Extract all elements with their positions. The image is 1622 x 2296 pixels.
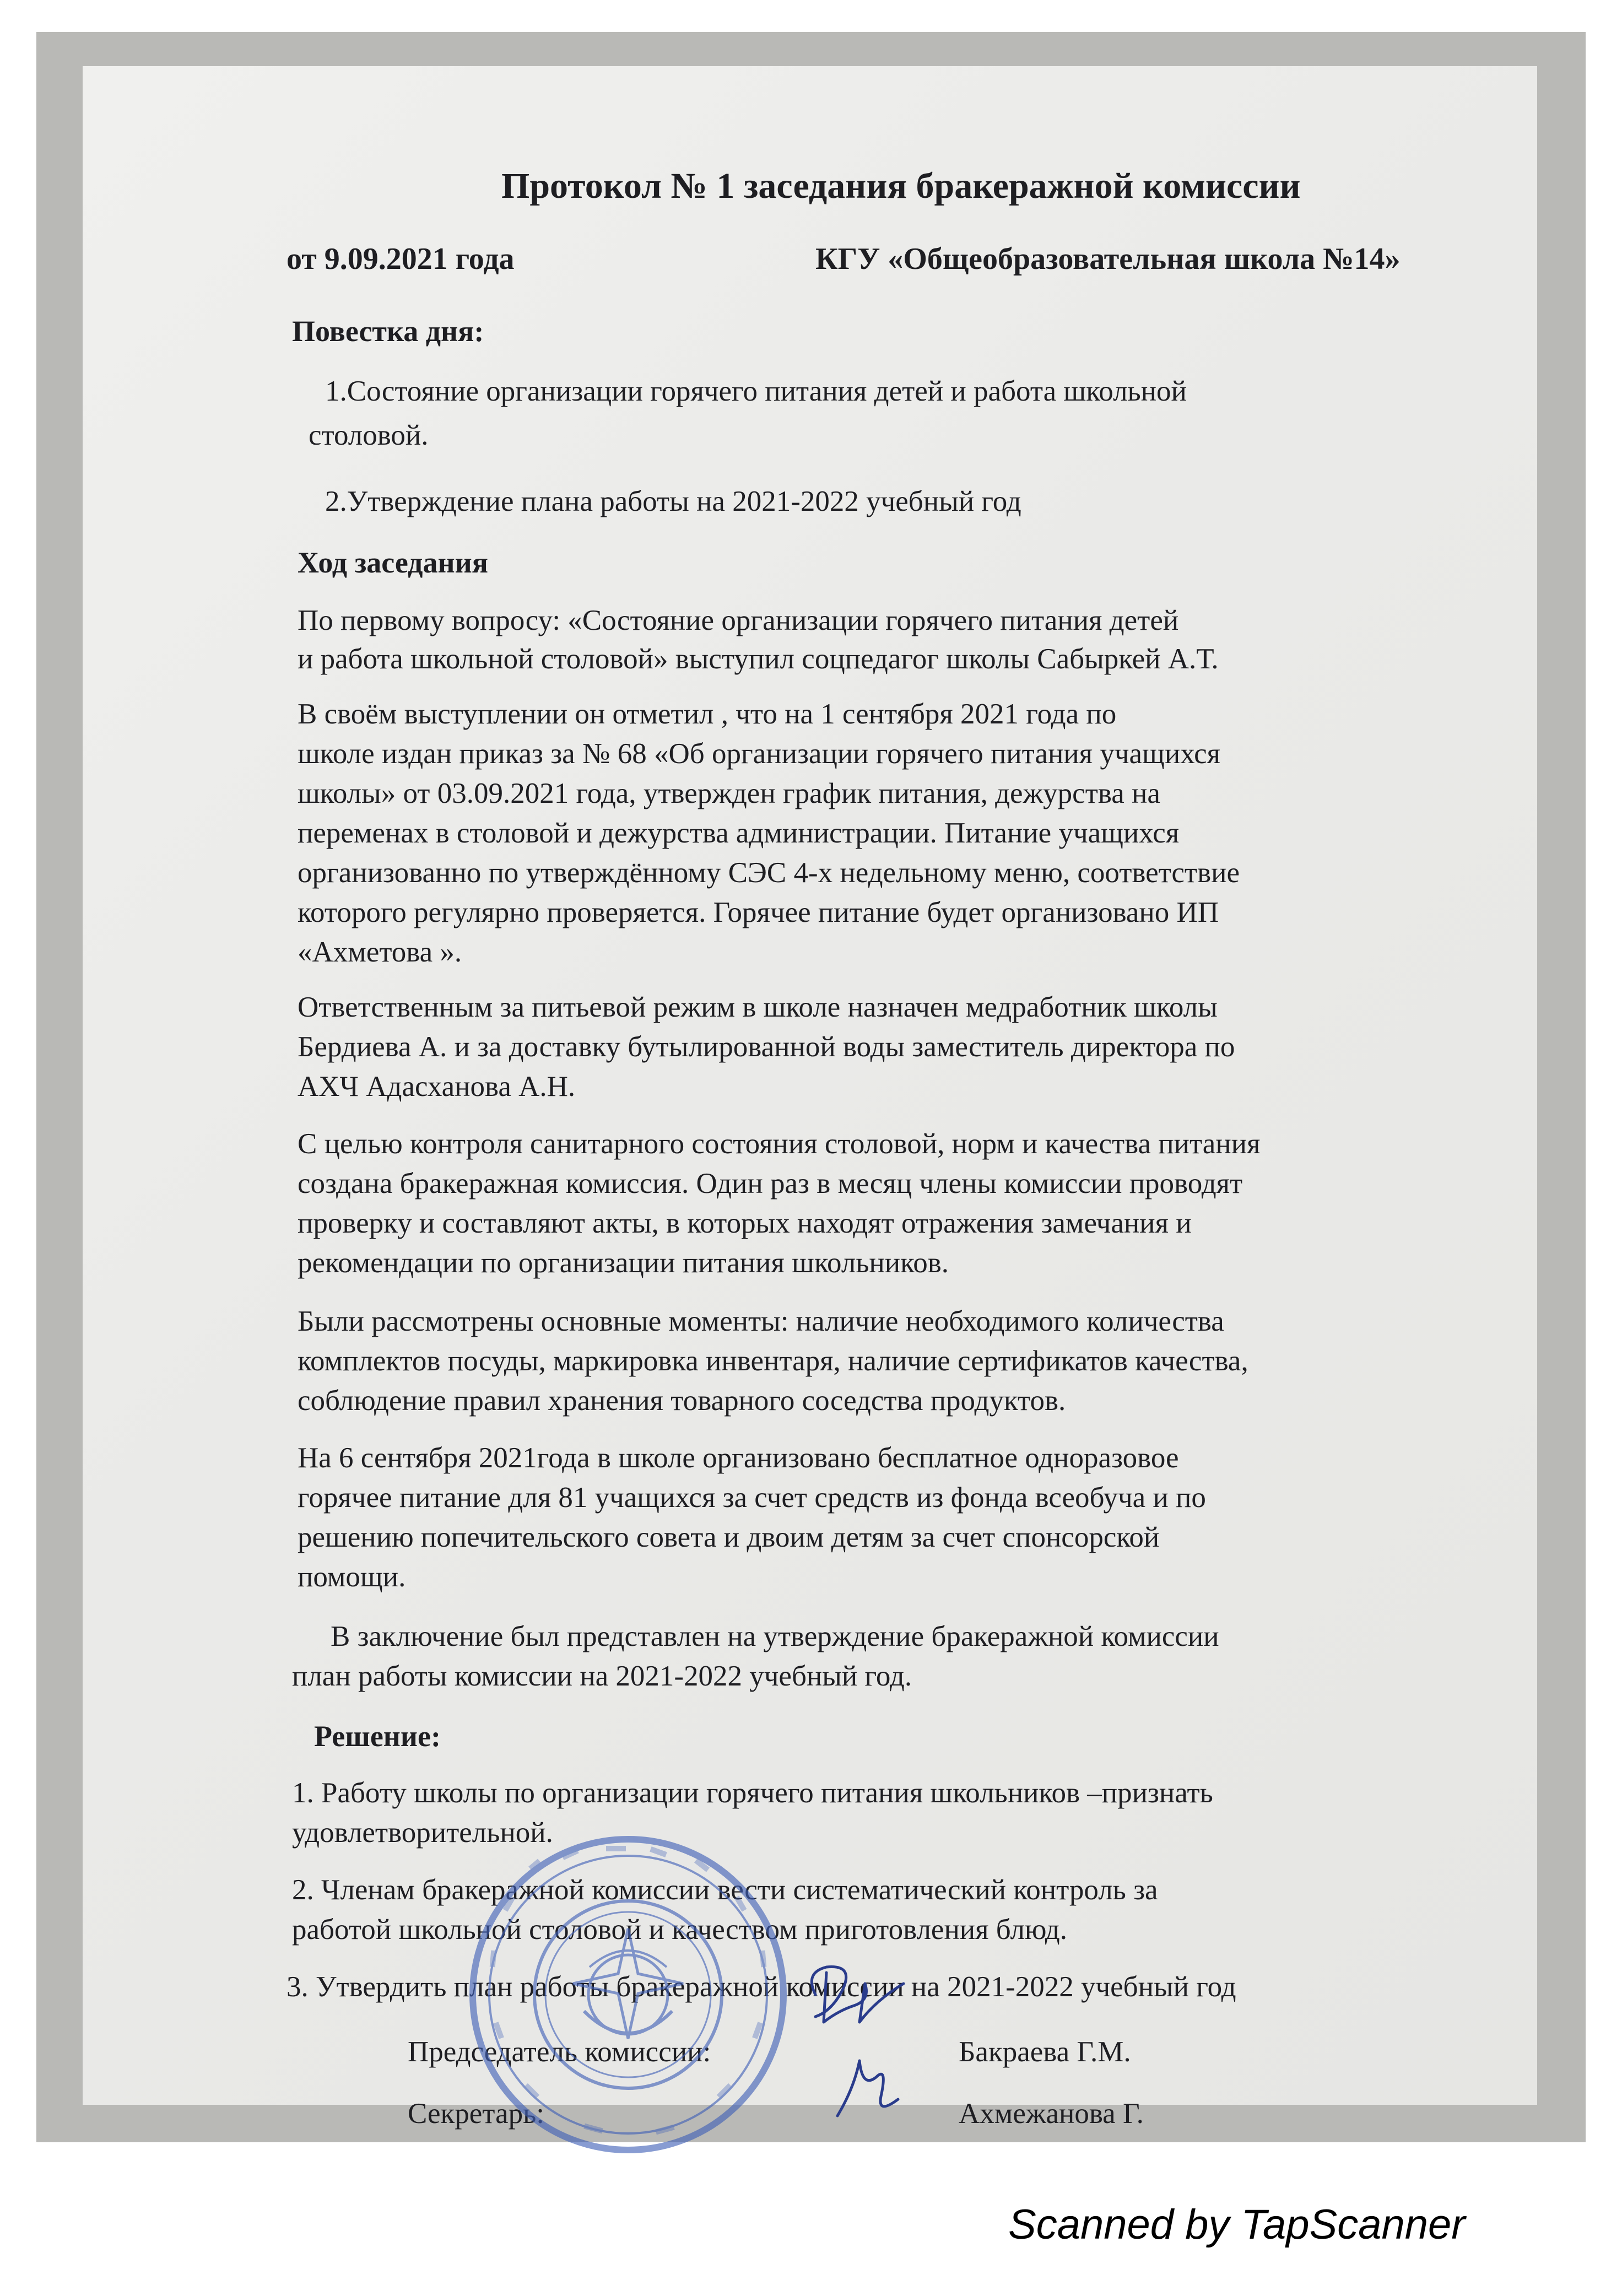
body-line: Ответственным за питьевой режим в школе назначен медработник школы: [298, 991, 1218, 1023]
scan-background: [36, 32, 1586, 2142]
chair-label: Председатель комиссии:: [408, 2036, 711, 2068]
body-line: школе издан приказ за № 68 «Об организации горячего питания учащихся: [298, 738, 1221, 770]
body-line: В заключение был представлен на утверждение бракеражной комиссии: [331, 1620, 1219, 1652]
body-line: Бердиева А. и за доставку бутылированной воды заместитель директора по: [298, 1031, 1235, 1063]
decision-heading: Решение:: [314, 1720, 441, 1753]
body-line: организованно по утверждённому СЭС 4-х недельному меню, соответствие: [298, 857, 1240, 889]
decision-line: работой школьной столовой и качеством приготовления блюд.: [292, 1914, 1068, 1946]
body-line: и работа школьной столовой» выступил соцпедагог школы Сабыркей А.Т.: [298, 643, 1219, 675]
decision-line: 2. Членам бракеражной комиссии вести систематический контроль за: [292, 1874, 1158, 1906]
official-seal-stamp-icon: [463, 1829, 793, 2160]
chair-name: Бакраева Г.М.: [959, 2036, 1131, 2068]
secretary-name: Ахмежанова Г.: [959, 2098, 1144, 2130]
school-name: КГУ «Общеобразовательная школа №14»: [815, 242, 1401, 276]
body-line: рекомендации по организации питания школьников.: [298, 1247, 949, 1279]
body-line: Были рассмотрены основные моменты: наличие необходимого количества: [298, 1305, 1224, 1337]
body-line: На 6 сентября 2021года в школе организовано бесплатное одноразовое: [298, 1442, 1179, 1474]
body-line: помощи.: [298, 1561, 406, 1593]
agenda-line: 1.Состояние организации горячего питания детей и работа школьной: [325, 375, 1187, 407]
body-line: АХЧ Адасханова А.Н.: [298, 1071, 576, 1103]
body-line: создана бракеражная комиссия. Один раз в месяц члены комиссии проводят: [298, 1168, 1243, 1200]
meeting-date: от 9.09.2021 года: [286, 242, 515, 276]
decision-line: удовлетворительной.: [292, 1817, 553, 1849]
paper-sheet: [83, 66, 1537, 2130]
scanner-watermark: Scanned by TapScanner: [1008, 2201, 1466, 2248]
handwritten-signature-icon: [793, 1951, 926, 2138]
body-line: которого регулярно проверяется. Горячее питание будет организовано ИП: [298, 896, 1219, 928]
agenda-heading: Повестка дня:: [292, 315, 484, 348]
body-line: комплектов посуды, маркировка инвентаря, наличие сертификатов качества,: [298, 1345, 1248, 1377]
body-line: соблюдение правил хранения товарного соседства продуктов.: [298, 1385, 1066, 1417]
body-line: горячее питание для 81 учащихся за счет средств из фонда всеобуча и по: [298, 1482, 1206, 1514]
proceedings-heading: Ход заседания: [298, 546, 488, 579]
body-line: решению попечительского совета и двоим детям за счет спонсорской: [298, 1521, 1160, 1553]
agenda-line: столовой.: [309, 419, 429, 451]
body-line: По первому вопросу: «Состояние организации горячего питания детей: [298, 604, 1179, 636]
decision-line: 1. Работу школы по организации горячего питания школьников –признать: [292, 1777, 1213, 1809]
body-line: план работы комиссии на 2021-2022 учебный год.: [292, 1660, 912, 1692]
body-line: проверку и составляют акты, в которых находят отражения замечания и: [298, 1207, 1192, 1239]
decision-line: 3. Утвердить план работы бракеражной комиссии на 2021-2022 учебный год: [286, 1971, 1236, 2003]
document-title: Протокол № 1 заседания бракеражной комиссии: [501, 166, 1301, 206]
body-line: школы» от 03.09.2021 года, утвержден график питания, дежурства на: [298, 777, 1160, 809]
body-line: переменах в столовой и дежурства администрации. Питание учащихся: [298, 817, 1180, 849]
secretary-label: Секретарь:: [408, 2098, 545, 2130]
agenda-line: 2.Утверждение плана работы на 2021-2022 учебный год: [325, 485, 1021, 517]
body-line: В своём выступлении он отметил , что на 1 сентября 2021 года по: [298, 698, 1117, 730]
body-line: «Ахметова ».: [298, 936, 462, 968]
body-line: С целью контроля санитарного состояния столовой, норм и качества питания: [298, 1128, 1261, 1160]
